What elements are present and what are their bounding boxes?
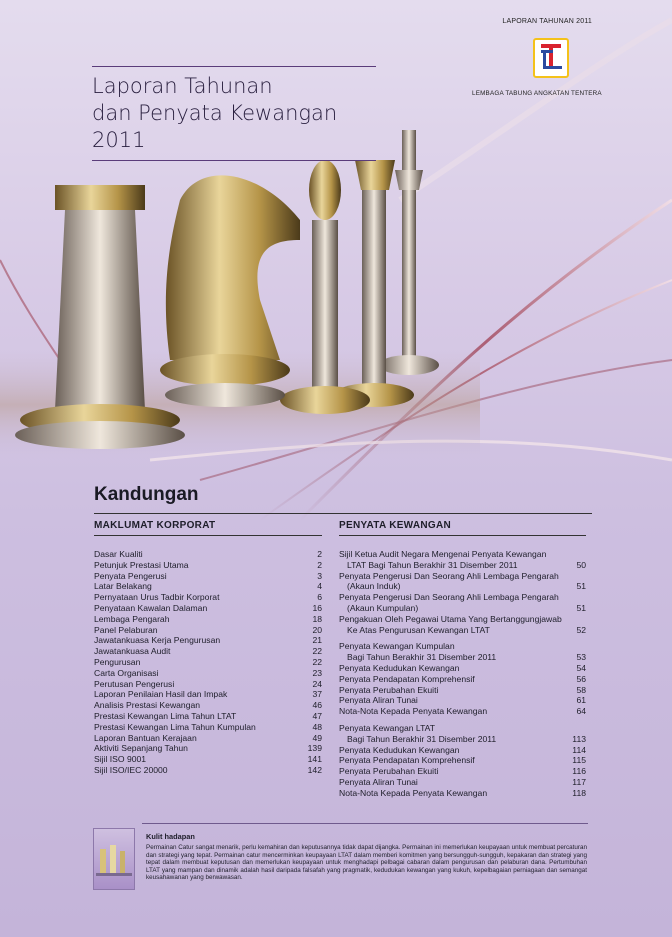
toc-entry-label: Pengakuan Oleh Pegawai Utama Yang Bertanggungjawab bbox=[339, 613, 562, 624]
toc-entry[interactable] bbox=[94, 549, 322, 560]
toc-entry-page: 113 bbox=[572, 733, 586, 744]
toc-entry-page: 23 bbox=[312, 667, 322, 678]
toc-entry-page: 47 bbox=[312, 710, 322, 721]
toc-entry[interactable] bbox=[339, 685, 586, 696]
toc-entry-label: Bagi Tahun Berakhir 31 Disember 2011 bbox=[347, 733, 497, 744]
title-rule-bottom bbox=[92, 160, 376, 161]
toc-entry-label: Carta Organisasi bbox=[94, 667, 159, 678]
toc-entry-page bbox=[566, 549, 586, 560]
cover-note-rule bbox=[142, 823, 588, 824]
toc-entry-page: 2 bbox=[317, 559, 322, 570]
toc-entry[interactable] bbox=[94, 603, 322, 614]
toc-entry[interactable] bbox=[339, 652, 586, 663]
toc-entry[interactable] bbox=[339, 674, 586, 685]
toc-entry-page: 139 bbox=[307, 743, 322, 754]
toc-entry-label: Penyataan Kawalan Dalaman bbox=[94, 602, 208, 613]
toc-entry-label: Jawatankuasa Kerja Pengurusan bbox=[94, 635, 221, 646]
toc-entry-page: 64 bbox=[576, 706, 586, 717]
toc-entry-label: (Akaun Kumpulan) bbox=[347, 602, 419, 613]
toc-entry-page: 4 bbox=[317, 581, 322, 592]
toc-entry[interactable] bbox=[339, 560, 586, 571]
toc-entry-label: Penyata Pengerusi bbox=[94, 570, 167, 581]
cover-note-heading: Kulit hadapan bbox=[146, 832, 195, 841]
toc-entry-page: 37 bbox=[312, 689, 322, 700]
toc-entry-page: 51 bbox=[576, 581, 586, 592]
toc-entry-page: 115 bbox=[572, 755, 586, 766]
toc-entry-page: 118 bbox=[572, 787, 586, 798]
toc-entry-label: Pengurusan bbox=[94, 656, 141, 667]
toc-entry-label: Sijil ISO/IEC 20000 bbox=[94, 764, 168, 775]
toc-entry-page bbox=[566, 723, 586, 734]
toc-entry-page bbox=[566, 592, 586, 603]
contents-panel bbox=[72, 470, 602, 818]
toc-entry[interactable] bbox=[94, 614, 322, 625]
toc-entry[interactable] bbox=[339, 603, 586, 614]
toc-entry-page: 16 bbox=[312, 602, 322, 613]
contents-heading: Kandungan bbox=[94, 484, 199, 505]
toc-entry-page: 52 bbox=[576, 624, 586, 635]
toc-entry[interactable] bbox=[339, 745, 586, 756]
toc-entry-page: 46 bbox=[312, 700, 322, 711]
toc-entry[interactable] bbox=[339, 571, 586, 582]
toc-entry-page: 2 bbox=[317, 549, 322, 559]
toc-entry-page: 22 bbox=[312, 646, 322, 657]
toc-entry-page: 54 bbox=[576, 662, 586, 673]
toc-entry-label: Nota-Nota Kepada Penyata Kewangan bbox=[339, 787, 488, 798]
toc-entry-page: 117 bbox=[572, 776, 586, 787]
toc-entry-label: Lembaga Pengarah bbox=[94, 613, 170, 624]
toc-entry[interactable] bbox=[339, 549, 586, 560]
toc-entry-page: 49 bbox=[312, 732, 322, 743]
financial-statements-heading: PENYATA KEWANGAN bbox=[339, 520, 452, 531]
toc-entry-label: (Akaun Induk) bbox=[347, 581, 401, 592]
toc-entry-label: Perutusan Pengerusi bbox=[94, 678, 175, 689]
toc-entry[interactable] bbox=[339, 723, 586, 734]
toc-entry-label: Penyata Perubahan Ekuiti bbox=[339, 684, 439, 695]
toc-entry-label: Penyata Kewangan LTAT bbox=[339, 722, 436, 733]
toc-entry[interactable] bbox=[339, 695, 586, 706]
toc-entry-label: Penyata Kedudukan Kewangan bbox=[339, 662, 460, 673]
toc-entry-label: Bagi Tahun Berakhir 31 Disember 2011 bbox=[347, 652, 497, 663]
corporate-info-list bbox=[94, 549, 322, 776]
title-rule-top bbox=[92, 66, 376, 67]
toc-entry-label: Penyata Perubahan Ekuiti bbox=[339, 766, 439, 777]
toc-entry[interactable] bbox=[339, 625, 586, 636]
toc-entry-label: Pernyataan Urus Tadbir Korporat bbox=[94, 592, 220, 603]
toc-entry[interactable] bbox=[94, 765, 322, 776]
toc-entry-label: Aktiviti Sepanjang Tahun bbox=[94, 743, 188, 754]
toc-entry[interactable] bbox=[94, 560, 322, 571]
toc-entry-label: Penyata Pendapatan Komprehensif bbox=[339, 673, 475, 684]
toc-entry-label: Sijil Ketua Audit Negara Mengenai Penyata Kewangan bbox=[339, 549, 547, 559]
toc-entry-page: 114 bbox=[572, 744, 586, 755]
toc-entry[interactable] bbox=[94, 754, 322, 765]
toc-entry-label: Jawatankuasa Audit bbox=[94, 646, 171, 657]
toc-entry-label: Laporan Bantuan Kerajaan bbox=[94, 732, 197, 743]
toc-entry-label: Prestasi Kewangan Lima Tahun LTAT bbox=[94, 710, 237, 721]
financial-statements-column bbox=[339, 520, 586, 799]
financial-group-3 bbox=[339, 723, 586, 799]
toc-entry-label: Sijil ISO 9001 bbox=[94, 754, 147, 765]
toc-entry-page: 48 bbox=[312, 721, 322, 732]
rook-piece-icon bbox=[15, 185, 185, 449]
toc-entry-page: 18 bbox=[312, 613, 322, 624]
toc-entry[interactable] bbox=[339, 706, 586, 717]
toc-entry[interactable] bbox=[339, 641, 586, 652]
toc-entry[interactable] bbox=[94, 700, 322, 711]
toc-entry-label: Penyata Kedudukan Kewangan bbox=[339, 744, 460, 755]
toc-entry-label: Penyata Aliran Tunai bbox=[339, 776, 418, 787]
toc-entry-label: Penyata Pendapatan Komprehensif bbox=[339, 755, 475, 766]
title-line-2: dan Penyata Kewangan 2011 bbox=[92, 101, 338, 152]
toc-entry-label: Panel Pelaburan bbox=[94, 624, 158, 635]
corporate-info-column bbox=[94, 520, 322, 776]
toc-entry-label: Penyata Pengerusi Dan Seorang Ahli Lembaga Pengarah bbox=[339, 570, 559, 581]
toc-entry-page: 58 bbox=[576, 684, 586, 695]
toc-entry-page bbox=[566, 641, 586, 652]
toc-entry[interactable] bbox=[339, 592, 586, 603]
toc-entry[interactable] bbox=[94, 571, 322, 582]
toc-entry[interactable] bbox=[339, 581, 586, 592]
title-line-1: Laporan Tahunan bbox=[92, 74, 273, 98]
toc-entry-label: Latar Belakang bbox=[94, 581, 152, 592]
report-label: LAPORAN TAHUNAN 2011 bbox=[502, 18, 592, 25]
report-title-block bbox=[92, 66, 376, 161]
cover-note-text: Permainan Catur sangat menarik, perlu kemahiran dan keputusannya tidak dapat dijangka. Permainan ini memerlukan keupayaan untuk membuat percaturan dan strategi yang tepat. Permainan catur mencerminkan keupayaan LTAT dalam memberi komitmen yang bersungguh-sungguh, kepakaran dan strategi yang tepat dalam membuat keputusan dan memerlukan keupayaan untuk menghadapi pelbagai cabaran dalam pengurusan dan pelaburan dana. Pertumbuhan LTAT yang mampan dan dinamik adalah hasil daripada falsafah yang pragmatik, kedudukan kewangan yang kukuh, kepelbagaian perniagaan dan semangat keusahawanan yang berwawasan. bbox=[146, 844, 587, 882]
organization-name: LEMBAGA TABUNG ANGKATAN TENTERA bbox=[472, 90, 602, 97]
corporate-info-heading: MAKLUMAT KORPORAT bbox=[94, 520, 216, 531]
toc-entry[interactable] bbox=[94, 646, 322, 657]
toc-entry-page: 51 bbox=[576, 602, 586, 613]
toc-entry-page: 56 bbox=[576, 673, 586, 684]
corporate-info-rule bbox=[94, 535, 322, 536]
toc-entry-page: 20 bbox=[312, 624, 322, 635]
toc-entry[interactable] bbox=[94, 625, 322, 636]
knight-piece-icon bbox=[160, 175, 300, 407]
toc-entry-page: 21 bbox=[312, 635, 322, 646]
toc-entry[interactable] bbox=[339, 755, 586, 766]
toc-entry[interactable] bbox=[339, 788, 586, 799]
toc-entry[interactable] bbox=[94, 733, 322, 744]
toc-entry-page: 61 bbox=[576, 695, 586, 706]
toc-entry[interactable] bbox=[94, 689, 322, 700]
toc-entry-page bbox=[566, 571, 586, 582]
toc-entry-label: Prestasi Kewangan Lima Tahun Kumpulan bbox=[94, 721, 256, 732]
toc-entry-page: 24 bbox=[312, 678, 322, 689]
toc-entry[interactable] bbox=[94, 581, 322, 592]
cover-note bbox=[146, 832, 587, 882]
toc-entry-page: 141 bbox=[307, 754, 322, 765]
toc-entry-page: 22 bbox=[312, 656, 322, 667]
toc-entry[interactable] bbox=[94, 635, 322, 646]
toc-entry[interactable] bbox=[94, 657, 322, 668]
toc-entry[interactable] bbox=[94, 668, 322, 679]
toc-entry-page bbox=[566, 614, 586, 625]
toc-entry-page: 53 bbox=[576, 652, 586, 663]
toc-entry-label: Penyata Pengerusi Dan Seorang Ahli Lembaga Pengarah bbox=[339, 592, 559, 603]
toc-entry[interactable] bbox=[339, 777, 586, 788]
contents-heading-rule bbox=[94, 513, 592, 514]
toc-entry-page: 142 bbox=[307, 764, 322, 775]
financial-statements-rule bbox=[339, 535, 586, 536]
report-title bbox=[92, 73, 376, 154]
toc-entry-label: Penyata Kewangan Kumpulan bbox=[339, 641, 455, 652]
toc-entry[interactable] bbox=[339, 614, 586, 625]
toc-entry-label: Ke Atas Pengurusan Kewangan LTAT bbox=[347, 624, 490, 635]
toc-entry-page: 116 bbox=[572, 766, 586, 777]
ltat-logo-icon bbox=[533, 38, 569, 78]
cover-thumbnail-image bbox=[93, 828, 135, 890]
toc-entry-page: 50 bbox=[576, 559, 586, 570]
toc-entry-page: 6 bbox=[317, 592, 322, 603]
toc-entry[interactable] bbox=[94, 711, 322, 722]
toc-entry-label: Nota-Nota Kepada Penyata Kewangan bbox=[339, 706, 488, 717]
toc-entry-label: Analisis Prestasi Kewangan bbox=[94, 700, 201, 711]
chess-pieces-illustration bbox=[0, 130, 480, 460]
financial-group-1 bbox=[339, 549, 586, 635]
toc-entry-label: Dasar Kualiti bbox=[94, 549, 143, 559]
financial-group-2 bbox=[339, 641, 586, 717]
toc-entry-label: LTAT Bagi Tahun Berakhir 31 Disember 2011 bbox=[347, 559, 518, 570]
toc-entry[interactable] bbox=[339, 734, 586, 745]
toc-entry[interactable] bbox=[94, 679, 322, 690]
toc-entry-label: Petunjuk Prestasi Utama bbox=[94, 559, 189, 570]
toc-entry[interactable] bbox=[94, 592, 322, 603]
toc-entry[interactable] bbox=[94, 722, 322, 733]
toc-entry-label: Laporan Penilaian Hasil dan Impak bbox=[94, 689, 228, 700]
toc-entry-page: 3 bbox=[317, 570, 322, 581]
toc-entry[interactable] bbox=[94, 743, 322, 754]
toc-entry-label: Penyata Aliran Tunai bbox=[339, 695, 418, 706]
toc-entry[interactable] bbox=[339, 766, 586, 777]
toc-entry[interactable] bbox=[339, 663, 586, 674]
